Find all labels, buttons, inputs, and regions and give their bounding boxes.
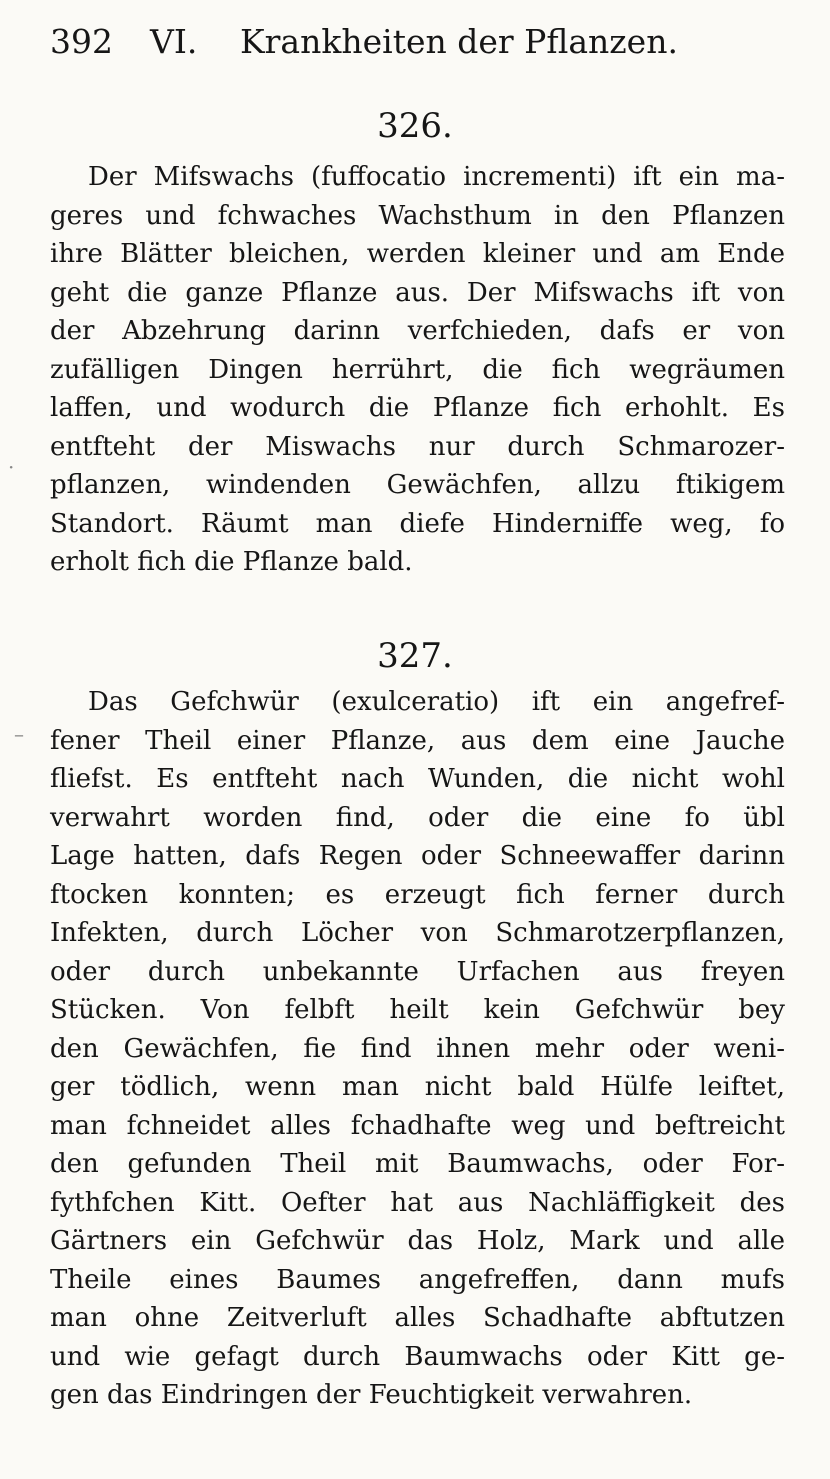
text-line: Infekten, durch Löcher von Schmarotzerpflanzen, [50, 918, 785, 948]
text-line: man fchneidet alles fchadhafte weg und beftreicht [50, 1110, 785, 1141]
text-line: man ohne Zeitverluft alles Schadhafte abftutzen [50, 1303, 785, 1333]
text-line: verwahrt worden find, oder die eine fo übl [50, 802, 785, 833]
page-number: 392 [50, 22, 113, 61]
text-line: laffen, und wodurch die Pflanze fich erhohlt. Es [50, 393, 785, 423]
margin-dash: – [14, 722, 24, 746]
text-line: entfteht der Miswachs nur durch Schmarozer- [50, 431, 785, 462]
text-line: erholt fich die Pflanze bald. [50, 547, 413, 577]
running-title: Krankheiten der Pflanzen. [240, 22, 678, 61]
section-327-text [50, 683, 785, 1415]
section-number-327: 327. [377, 636, 453, 676]
text-line: der Abzehrung darinn verfchieden, dafs er von [50, 316, 785, 346]
running-header [50, 20, 790, 64]
text-line: Stücken. Von felbft heilt kein Gefchwür bey [50, 995, 785, 1025]
text-line: gen das Eindringen der Feuchtigkeit verwahren. [50, 1380, 693, 1410]
text-line: Theile eines Baumes angefreffen, dann mufs [50, 1264, 785, 1295]
text-line: und wie gefagt durch Baumwachs oder Kitt ge- [50, 1341, 785, 1372]
text-line: fener Theil einer Pflanze, aus dem eine Jauche [50, 725, 785, 756]
text-line: zufälligen Dingen herrührt, die fich wegräumen [50, 354, 785, 385]
text-line: pflanzen, windenden Gewächfen, allzu ftikigem [50, 470, 785, 500]
text-line: ftocken konnten; es erzeugt fich ferner durch [50, 879, 785, 910]
text-line: oder durch unbekannte Urfachen aus freyen [50, 956, 785, 987]
text-line: Das Gefchwür (exulceratio) ift ein angefref- [88, 687, 785, 717]
text-line: fythfchen Kitt. Oefter hat aus Nachläffigkeit des [50, 1187, 785, 1218]
margin-speck: · [8, 455, 15, 479]
section-number-326: 326. [377, 106, 453, 146]
chapter-number: VI. [150, 22, 198, 61]
text-line: den Gewächfen, fie find ihnen mehr oder weni- [50, 1033, 785, 1064]
text-line: Der Mifswachs (fuffocatio incrementi) ift ein ma- [88, 162, 785, 192]
text-line: Lage hatten, dafs Regen oder Schneewaffer darinn [50, 841, 785, 871]
text-line: ihre Blätter bleichen, werden kleiner und am Ende [50, 239, 785, 269]
text-line: geres und fchwaches Wachsthum in den Pflanzen [50, 200, 785, 231]
section-326-text [50, 158, 785, 582]
text-line: Standort. Räumt man diefe Hinderniffe weg, fo [50, 508, 785, 539]
text-line: den gefunden Theil mit Baumwachs, oder For- [50, 1149, 785, 1179]
text-line: geht die ganze Pflanze aus. Der Mifswachs ift von [50, 277, 785, 308]
text-line: Gärtners ein Gefchwür das Holz, Mark und alle [50, 1226, 785, 1256]
text-line: fliefst. Es entfteht nach Wunden, die nicht wohl [50, 764, 785, 794]
text-line: ger tödlich, wenn man nicht bald Hülfe leiftet, [50, 1072, 785, 1102]
